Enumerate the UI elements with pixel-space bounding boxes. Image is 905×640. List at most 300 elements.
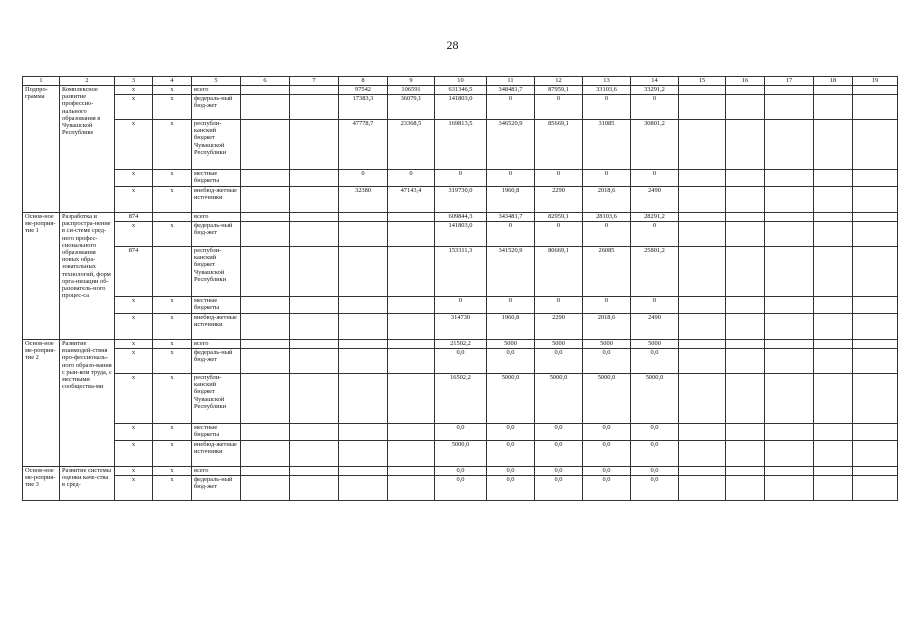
value-cell: 0: [388, 170, 435, 187]
empty-cell: [679, 424, 726, 441]
empty-cell: [290, 247, 339, 297]
value-cell: 0: [631, 297, 679, 314]
value-cell: [388, 349, 435, 374]
program-name: Развитие взаимодей-ствия про-фессиональ-ного образо-вания с рын-ком труда, с местными сообщества-ми: [60, 340, 115, 467]
value-cell: 5000: [583, 340, 631, 349]
funding-table: [22, 76, 898, 501]
code-cell: 874: [115, 213, 153, 222]
table-row: [23, 247, 898, 297]
funding-source: всего: [192, 467, 241, 476]
table-row: [23, 120, 898, 170]
value-cell: 0,0: [583, 424, 631, 441]
empty-cell: [726, 170, 765, 187]
value-cell: 348481,7: [487, 86, 535, 95]
column-number: 16: [726, 77, 765, 86]
code-cell: х: [153, 120, 192, 170]
program-name: Комплексное развитие профессио-нального образования в Чувашской Республике: [60, 86, 115, 213]
empty-cell: [814, 476, 853, 501]
value-cell: [388, 476, 435, 501]
column-number: 3: [115, 77, 153, 86]
value-cell: 2290: [535, 187, 583, 213]
code-cell: х: [115, 476, 153, 501]
funding-source: всего: [192, 86, 241, 95]
code-cell: х: [115, 86, 153, 95]
value-cell: 0: [631, 222, 679, 247]
empty-cell: [814, 314, 853, 340]
table-row: [23, 297, 898, 314]
value-cell: 87959,1: [535, 86, 583, 95]
value-cell: 343481,7: [487, 213, 535, 222]
code-cell: х: [115, 170, 153, 187]
empty-cell: [679, 476, 726, 501]
value-cell: 0,0: [487, 441, 535, 467]
empty-cell: [290, 441, 339, 467]
funding-source: республи-канский бюджет Чувашской Республики: [192, 374, 241, 424]
empty-cell: [814, 349, 853, 374]
value-cell: 0,0: [583, 476, 631, 501]
code-cell: х: [115, 340, 153, 349]
empty-cell: [679, 170, 726, 187]
value-cell: 631346,5: [435, 86, 487, 95]
value-cell: [388, 222, 435, 247]
empty-cell: [814, 222, 853, 247]
funding-source: местные бюджеты: [192, 170, 241, 187]
value-cell: 26085: [583, 247, 631, 297]
empty-cell: [679, 120, 726, 170]
code-cell: х: [153, 170, 192, 187]
code-cell: х: [153, 424, 192, 441]
empty-cell: [814, 297, 853, 314]
value-cell: 169813,5: [435, 120, 487, 170]
empty-cell: [290, 467, 339, 476]
empty-cell: [814, 86, 853, 95]
column-number: 18: [814, 77, 853, 86]
empty-cell: [241, 95, 290, 120]
empty-cell: [679, 247, 726, 297]
column-number: 1: [23, 77, 60, 86]
code-cell: х: [153, 441, 192, 467]
column-number: 10: [435, 77, 487, 86]
value-cell: 28291,2: [631, 213, 679, 222]
value-cell: 0,0: [487, 476, 535, 501]
value-cell: 0,0: [631, 441, 679, 467]
value-cell: [388, 340, 435, 349]
code-cell: х: [115, 222, 153, 247]
value-cell: [388, 297, 435, 314]
empty-cell: [679, 86, 726, 95]
table-row: [23, 349, 898, 374]
header-row: [23, 77, 898, 86]
code-cell: 874: [115, 247, 153, 297]
program-name: Развитие системы оценки каче-ства в сред-: [60, 467, 115, 501]
empty-cell: [765, 213, 814, 222]
value-cell: 0: [487, 222, 535, 247]
value-cell: 17383,3: [339, 95, 388, 120]
value-cell: 0,0: [631, 476, 679, 501]
empty-cell: [765, 374, 814, 424]
value-cell: 5000,0: [535, 374, 583, 424]
value-cell: [388, 247, 435, 297]
empty-cell: [853, 187, 898, 213]
value-cell: 0,0: [435, 349, 487, 374]
code-cell: х: [115, 95, 153, 120]
value-cell: 5000,0: [435, 441, 487, 467]
empty-cell: [290, 170, 339, 187]
value-cell: [388, 314, 435, 340]
value-cell: 2018,6: [583, 187, 631, 213]
funding-source: внебюд-жетные источники: [192, 314, 241, 340]
column-number: 12: [535, 77, 583, 86]
empty-cell: [290, 349, 339, 374]
empty-cell: [853, 213, 898, 222]
column-number: 2: [60, 77, 115, 86]
code-cell: х: [153, 187, 192, 213]
code-cell: х: [115, 349, 153, 374]
funding-source: внебюд-жетные источники: [192, 187, 241, 213]
empty-cell: [241, 170, 290, 187]
empty-cell: [241, 187, 290, 213]
value-cell: 0: [435, 297, 487, 314]
value-cell: [339, 374, 388, 424]
value-cell: [339, 314, 388, 340]
value-cell: [339, 213, 388, 222]
empty-cell: [765, 467, 814, 476]
value-cell: [339, 349, 388, 374]
empty-cell: [765, 297, 814, 314]
empty-cell: [814, 170, 853, 187]
empty-cell: [241, 467, 290, 476]
empty-cell: [679, 187, 726, 213]
code-cell: х: [115, 374, 153, 424]
empty-cell: [853, 247, 898, 297]
empty-cell: [853, 467, 898, 476]
empty-cell: [765, 247, 814, 297]
empty-cell: [765, 170, 814, 187]
table-row: [23, 170, 898, 187]
value-cell: 0,0: [583, 349, 631, 374]
code-cell: х: [153, 297, 192, 314]
empty-cell: [814, 340, 853, 349]
program-type: Подпро-грамма: [23, 86, 60, 213]
empty-cell: [290, 213, 339, 222]
empty-cell: [814, 120, 853, 170]
value-cell: 5000: [535, 340, 583, 349]
value-cell: 0,0: [631, 467, 679, 476]
code-cell: х: [115, 424, 153, 441]
value-cell: 97542: [339, 86, 388, 95]
value-cell: [339, 424, 388, 441]
value-cell: [339, 297, 388, 314]
value-cell: 0: [583, 95, 631, 120]
empty-cell: [814, 441, 853, 467]
empty-cell: [853, 86, 898, 95]
value-cell: [388, 467, 435, 476]
value-cell: [339, 247, 388, 297]
value-cell: 0,0: [535, 476, 583, 501]
empty-cell: [241, 340, 290, 349]
empty-cell: [726, 187, 765, 213]
empty-cell: [853, 95, 898, 120]
code-cell: х: [153, 340, 192, 349]
value-cell: [339, 441, 388, 467]
column-number: 4: [153, 77, 192, 86]
empty-cell: [241, 222, 290, 247]
empty-cell: [679, 314, 726, 340]
empty-cell: [290, 424, 339, 441]
empty-cell: [290, 187, 339, 213]
empty-cell: [853, 170, 898, 187]
value-cell: 28103,6: [583, 213, 631, 222]
value-cell: 85669,1: [535, 120, 583, 170]
empty-cell: [853, 340, 898, 349]
value-cell: 21502,2: [435, 340, 487, 349]
column-number: 9: [388, 77, 435, 86]
value-cell: [339, 340, 388, 349]
empty-cell: [290, 314, 339, 340]
empty-cell: [765, 222, 814, 247]
empty-cell: [679, 374, 726, 424]
page-number: 28: [446, 38, 459, 52]
empty-cell: [814, 467, 853, 476]
table-row: [23, 374, 898, 424]
program-type: Основ-ное ме-роприя-тие 2: [23, 340, 60, 467]
value-cell: 2290: [535, 314, 583, 340]
empty-cell: [679, 222, 726, 247]
empty-cell: [241, 213, 290, 222]
code-cell: х: [153, 349, 192, 374]
funding-source: местные бюджеты: [192, 297, 241, 314]
value-cell: 0,0: [487, 349, 535, 374]
value-cell: 341520,9: [487, 247, 535, 297]
empty-cell: [814, 424, 853, 441]
empty-cell: [726, 374, 765, 424]
value-cell: 0,0: [535, 424, 583, 441]
code-cell: х: [153, 95, 192, 120]
funding-source: федераль-ный бюд-жет: [192, 222, 241, 247]
value-cell: 0: [487, 95, 535, 120]
value-cell: 0,0: [435, 476, 487, 501]
column-number: 13: [583, 77, 631, 86]
empty-cell: [765, 120, 814, 170]
table-row: [23, 86, 898, 95]
value-cell: 5000,0: [487, 374, 535, 424]
table-row: [23, 467, 898, 476]
value-cell: 0: [487, 170, 535, 187]
empty-cell: [814, 374, 853, 424]
column-number: 6: [241, 77, 290, 86]
value-cell: 0,0: [487, 467, 535, 476]
column-number: 11: [487, 77, 535, 86]
value-cell: 153311,3: [435, 247, 487, 297]
value-cell: 0,0: [487, 424, 535, 441]
value-cell: 23368,5: [388, 120, 435, 170]
value-cell: 0,0: [583, 441, 631, 467]
value-cell: [388, 213, 435, 222]
empty-cell: [241, 424, 290, 441]
value-cell: 0: [435, 170, 487, 187]
code-cell: х: [115, 441, 153, 467]
code-cell: [153, 213, 192, 222]
funding-source: республи-канский бюджет Чувашской Республики: [192, 120, 241, 170]
empty-cell: [679, 340, 726, 349]
value-cell: 2490: [631, 314, 679, 340]
value-cell: [339, 467, 388, 476]
column-number: 14: [631, 77, 679, 86]
value-cell: 33103,6: [583, 86, 631, 95]
table-row: [23, 187, 898, 213]
value-cell: 2018,6: [583, 314, 631, 340]
funding-source: всего: [192, 340, 241, 349]
value-cell: [339, 222, 388, 247]
value-cell: 106591: [388, 86, 435, 95]
empty-cell: [241, 476, 290, 501]
value-cell: 0: [535, 170, 583, 187]
code-cell: х: [115, 467, 153, 476]
empty-cell: [241, 441, 290, 467]
value-cell: [388, 441, 435, 467]
table-row: [23, 222, 898, 247]
funding-source: федераль-ный бюд-жет: [192, 349, 241, 374]
value-cell: [339, 476, 388, 501]
value-cell: 141803,0: [435, 95, 487, 120]
empty-cell: [726, 86, 765, 95]
empty-cell: [765, 95, 814, 120]
empty-cell: [765, 340, 814, 349]
empty-cell: [241, 86, 290, 95]
funding-source: всего: [192, 213, 241, 222]
value-cell: 30801,2: [631, 120, 679, 170]
empty-cell: [290, 222, 339, 247]
column-number: 5: [192, 77, 241, 86]
column-number: 19: [853, 77, 898, 86]
empty-cell: [726, 297, 765, 314]
value-cell: 5000,0: [631, 374, 679, 424]
empty-cell: [814, 187, 853, 213]
table-row: [23, 340, 898, 349]
empty-cell: [853, 476, 898, 501]
value-cell: [388, 424, 435, 441]
value-cell: 0,0: [435, 467, 487, 476]
table-row: [23, 213, 898, 222]
value-cell: 36079,1: [388, 95, 435, 120]
empty-cell: [726, 95, 765, 120]
empty-cell: [853, 222, 898, 247]
value-cell: 0,0: [535, 441, 583, 467]
empty-cell: [726, 213, 765, 222]
empty-cell: [814, 95, 853, 120]
empty-cell: [241, 297, 290, 314]
value-cell: 33291,2: [631, 86, 679, 95]
value-cell: 0: [583, 222, 631, 247]
empty-cell: [814, 247, 853, 297]
column-number: 8: [339, 77, 388, 86]
empty-cell: [726, 222, 765, 247]
value-cell: 0: [487, 297, 535, 314]
value-cell: 0,0: [435, 424, 487, 441]
code-cell: х: [115, 297, 153, 314]
code-cell: [153, 247, 192, 297]
value-cell: 346520,9: [487, 120, 535, 170]
empty-cell: [853, 424, 898, 441]
funding-source: республи-канский бюджет Чувашской Республики: [192, 247, 241, 297]
value-cell: 5000,0: [583, 374, 631, 424]
value-cell: 47778,7: [339, 120, 388, 170]
empty-cell: [290, 374, 339, 424]
value-cell: 2490: [631, 187, 679, 213]
value-cell: 0,0: [535, 349, 583, 374]
empty-cell: [765, 476, 814, 501]
value-cell: 609844,3: [435, 213, 487, 222]
code-cell: х: [153, 314, 192, 340]
empty-cell: [241, 314, 290, 340]
empty-cell: [241, 120, 290, 170]
empty-cell: [853, 349, 898, 374]
funding-source: федераль-ный бюд-жет: [192, 95, 241, 120]
value-cell: 25801,2: [631, 247, 679, 297]
code-cell: х: [153, 374, 192, 424]
value-cell: 32380: [339, 187, 388, 213]
empty-cell: [290, 120, 339, 170]
table-row: [23, 441, 898, 467]
empty-cell: [765, 441, 814, 467]
empty-cell: [241, 374, 290, 424]
column-number: 17: [765, 77, 814, 86]
empty-cell: [290, 297, 339, 314]
empty-cell: [726, 120, 765, 170]
empty-cell: [814, 213, 853, 222]
empty-cell: [853, 441, 898, 467]
table-row: [23, 476, 898, 501]
empty-cell: [853, 374, 898, 424]
empty-cell: [679, 297, 726, 314]
empty-cell: [726, 476, 765, 501]
value-cell: 5000: [631, 340, 679, 349]
empty-cell: [290, 340, 339, 349]
funding-source: местные бюджеты: [192, 424, 241, 441]
empty-cell: [726, 340, 765, 349]
empty-cell: [241, 247, 290, 297]
code-cell: х: [115, 120, 153, 170]
value-cell: 5000: [487, 340, 535, 349]
empty-cell: [765, 314, 814, 340]
column-number: 15: [679, 77, 726, 86]
value-cell: 0: [535, 95, 583, 120]
empty-cell: [679, 213, 726, 222]
value-cell: 319730,0: [435, 187, 487, 213]
column-number: 7: [290, 77, 339, 86]
empty-cell: [726, 247, 765, 297]
empty-cell: [241, 349, 290, 374]
value-cell: 0: [631, 95, 679, 120]
empty-cell: [765, 424, 814, 441]
value-cell: 0,0: [583, 467, 631, 476]
value-cell: 0: [535, 297, 583, 314]
value-cell: 141803,0: [435, 222, 487, 247]
empty-cell: [726, 349, 765, 374]
value-cell: 0: [535, 222, 583, 247]
code-cell: х: [153, 467, 192, 476]
program-type: Основ-ное ме-роприя-тие 3: [23, 467, 60, 501]
empty-cell: [726, 441, 765, 467]
value-cell: 0,0: [631, 424, 679, 441]
value-cell: 16502,2: [435, 374, 487, 424]
empty-cell: [290, 476, 339, 501]
code-cell: х: [153, 86, 192, 95]
empty-cell: [765, 349, 814, 374]
value-cell: 0: [631, 170, 679, 187]
empty-cell: [679, 95, 726, 120]
empty-cell: [853, 120, 898, 170]
